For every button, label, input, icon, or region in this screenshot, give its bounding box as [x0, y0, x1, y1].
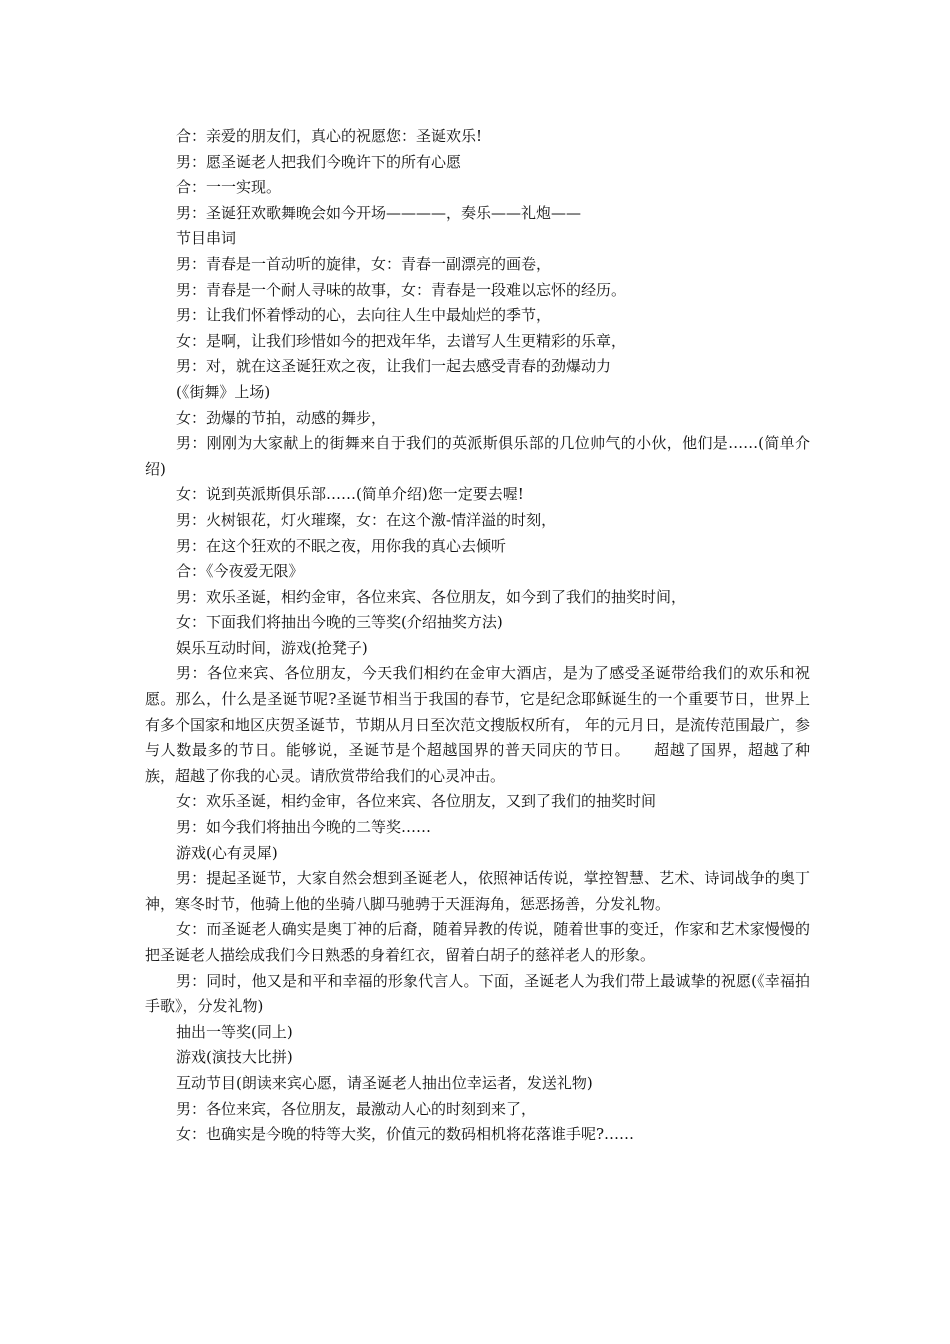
section-heading: 节目串词 [176, 229, 237, 248]
paragraph: 女：欢乐圣诞，相约金审，各位来宾、各位朋友，又到了我们的抽奖时间 [176, 792, 657, 811]
document-body [145, 124, 810, 1148]
paragraph: 女：下面我们将抽出今晚的三等奖(介绍抽奖方法) [176, 613, 503, 632]
paragraph: 男：如今我们将抽出今晚的二等奖…… [176, 818, 432, 837]
stage-direction: 互动节目(朗读来宾心愿，请圣诞老人抽出位幸运者，发送礼物) [176, 1073, 593, 1092]
paragraph: 男：青春是一首动听的旋律，女：青春一副漂亮的画卷， [176, 254, 552, 273]
paragraph: 合：亲爱的朋友们，真心的祝愿您：圣诞欢乐! [176, 127, 483, 145]
paragraph: 男：火树银花，灯火璀璨，女：在这个激-情洋溢的时刻， [176, 510, 557, 529]
paragraph: 男：青春是一个耐人寻味的故事，女：青春是一段难以忘怀的经历。 [176, 280, 627, 299]
paragraph: 女：说到英派斯俱乐部……(简单介绍)您一定要去喔! [176, 485, 524, 504]
paragraph: 男：提起圣诞节，大家自然会想到圣诞老人，依照神话传说，掌控智慧、艺术、诗词战争的奥丁神，寒冬时节，他骑上他的坐骑八脚马驰骋于天涯海角，惩恶扬善，分发礼物。 [145, 869, 810, 913]
paragraph: 合：一一实现。 [176, 178, 282, 197]
paragraph: 男：欢乐圣诞，相约金审，各位来宾、各位朋友，如今到了我们的抽奖时间， [176, 587, 687, 606]
paragraph: 男：各位来宾、各位朋友，今天我们相约在金审大酒店，是为了感受圣诞带给我们的欢乐和祝愿。那么，什么是圣诞节呢?圣诞节相当于我国的春节，它是纪念耶稣诞生的一个重要节日，世界上有多个国家和地区庆贺圣诞节，节期从月日至次范文搜版权所有， 年的元月日，是流传范围最广，参与人数最多的节日。能够说，圣诞节是个超越国界的普天同庆的节日。 超越了国界，超越了种族，超越了你我的心灵。请欣赏带给我们的心灵冲击。 [145, 664, 810, 785]
paragraph: 合：《今夜爱无限》 [176, 562, 304, 581]
stage-direction: 娱乐互动时间，游戏(抢凳子) [176, 638, 368, 657]
stage-direction: 游戏(心有灵犀) [176, 843, 278, 862]
stage-direction: 抽出一等奖(同上) [176, 1022, 293, 1041]
paragraph: 男：让我们怀着悸动的心，去向往人生中最灿烂的季节， [176, 306, 552, 325]
paragraph: 女：劲爆的节拍，动感的舞步， [176, 408, 387, 427]
paragraph: 男：圣诞狂欢歌舞晚会如今开场————，奏乐——礼炮—— [176, 203, 582, 222]
paragraph: 男：各位来宾，各位朋友，最激动人心的时刻到来了， [176, 1099, 537, 1118]
stage-direction: (《街舞》上场) [176, 382, 271, 401]
paragraph: 女：是啊，让我们珍惜如今的把戏年华，去谱写人生更精彩的乐章， [176, 331, 627, 350]
paragraph: 男：同时，他又是和平和幸福的形象代言人。下面，圣诞老人为我们带上最诚挚的祝愿(《幸福拍手歌》，分发礼物) [145, 971, 810, 1016]
paragraph: 男：刚刚为大家献上的街舞来自于我们的英派斯俱乐部的几位帅气的小伙，他们是……(简单介绍) [145, 434, 810, 478]
paragraph: 男：对，就在这圣诞狂欢之夜，让我们一起去感受青春的劲爆动力 [176, 357, 612, 376]
paragraph: 男：愿圣诞老人把我们今晚许下的所有心愿 [176, 152, 462, 171]
paragraph: 男：在这个狂欢的不眠之夜，用你我的真心去倾听 [176, 536, 507, 555]
stage-direction: 游戏(演技大比拼) [176, 1048, 293, 1067]
paragraph: 女：也确实是今晚的特等大奖，价值元的数码相机将花落谁手呢?…… [176, 1125, 635, 1144]
paragraph: 女：而圣诞老人确实是奥丁神的后裔，随着异教的传说，随着世事的变迁，作家和艺术家慢慢的把圣诞老人描绘成我们今日熟悉的身着红衣，留着白胡子的慈祥老人的形象。 [145, 920, 810, 964]
